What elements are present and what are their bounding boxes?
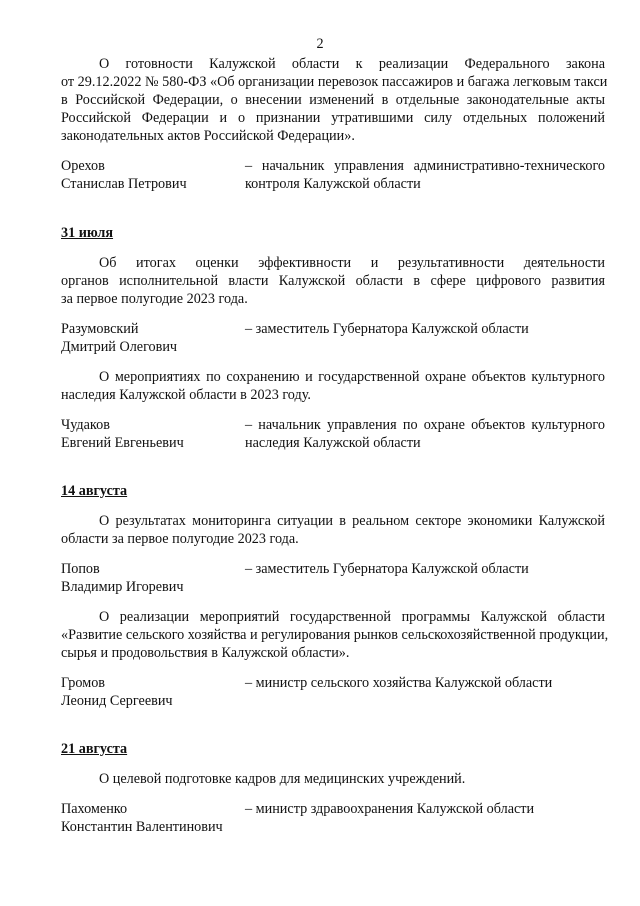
speaker-role: наследия Калужской области — [245, 435, 421, 451]
speaker-surname: Громов — [61, 675, 105, 691]
agenda-item-text: за первое полугодие 2023 года. — [61, 291, 248, 307]
agenda-item-text: законодательных актов Российской Федерации». — [61, 128, 355, 144]
speaker-given-name: Дмитрий Олегович — [61, 339, 178, 355]
speaker-given-name: Константин Валентинович — [61, 819, 223, 835]
agenda-item-text: органов исполнительной власти Калужской области в сфере цифрового развития — [61, 273, 605, 289]
meeting-date: 14 августа — [61, 483, 128, 499]
agenda-item-text: О реализации мероприятий государственной программы Калужской области — [99, 609, 605, 625]
speaker-given-name: Станислав Петрович — [61, 176, 187, 192]
meeting-date: 21 августа — [61, 741, 128, 757]
agenda-item-text: О готовности Калужской области к реализации Федерального закона — [99, 56, 605, 72]
agenda-item-text: О мероприятиях по сохранению и государственной охране объектов культурного — [99, 369, 605, 385]
agenda-item-text: Об итогах оценки эффективности и результативности деятельности — [99, 255, 605, 271]
agenda-item-text: области за первое полугодие 2023 года. — [61, 531, 299, 547]
meeting-date: 31 июля — [61, 225, 114, 241]
speaker-role: – министр здравоохранения Калужской области — [245, 801, 535, 817]
speaker-surname: Попов — [61, 561, 100, 577]
agenda-item-text: «Развитие сельского хозяйства и регулирования рынков сельскохозяйственной продукции, — [61, 627, 609, 643]
speaker-given-name: Леонид Сергеевич — [61, 693, 173, 709]
speaker-role: контроля Калужской области — [245, 176, 421, 192]
agenda-item-text: наследия Калужской области в 2023 году. — [61, 387, 311, 403]
speaker-given-name: Владимир Игоревич — [61, 579, 184, 595]
agenda-item-text: О целевой подготовке кадров для медицинских учреждений. — [99, 771, 466, 787]
speaker-surname: Чудаков — [61, 417, 110, 433]
speaker-surname: Разумовский — [61, 321, 139, 337]
speaker-role: – заместитель Губернатора Калужской области — [245, 561, 529, 577]
agenda-item-text: Российской Федерации и о признании утратившими силу отдельных положений — [61, 110, 605, 126]
speaker-role: – начальник управления по охране объектов культурного — [245, 417, 605, 433]
agenda-item-text: сырья и продовольствия в Калужской области». — [61, 645, 350, 661]
speaker-role: – министр сельского хозяйства Калужской области — [245, 675, 553, 691]
agenda-item-text: в Российской Федерации, о внесении изменений в отдельные законодательные акты — [61, 92, 605, 108]
speaker-surname: Пахоменко — [61, 801, 128, 817]
speaker-given-name: Евгений Евгеньевич — [61, 435, 184, 451]
speaker-role: – начальник управления административно-технического — [245, 158, 605, 174]
page-number: 2 — [316, 36, 324, 52]
speaker-role: – заместитель Губернатора Калужской области — [245, 321, 529, 337]
speaker-surname: Орехов — [61, 158, 105, 174]
agenda-item-text: от 29.12.2022 № 580-ФЗ «Об организации перевозок пассажиров и багажа легковым такси — [61, 74, 608, 90]
agenda-item-text: О результатах мониторинга ситуации в реальном секторе экономики Калужской — [99, 513, 605, 529]
